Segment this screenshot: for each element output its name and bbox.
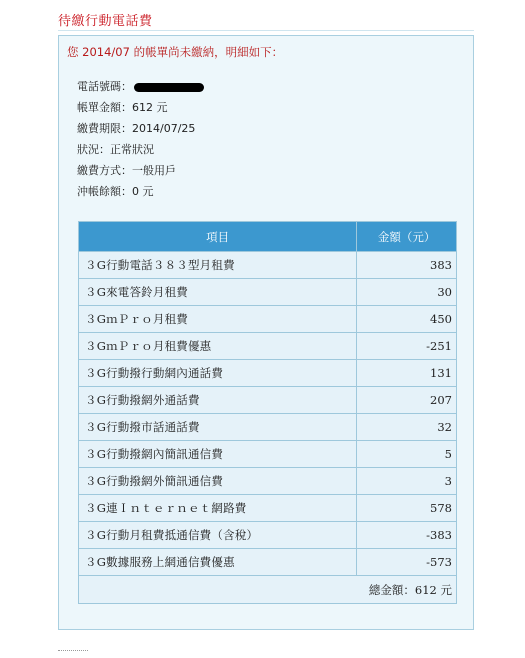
- table-row: [79, 333, 457, 360]
- total-value: 612 元: [414, 582, 452, 597]
- bill-amount-row: [77, 97, 204, 118]
- table-row: [79, 441, 457, 468]
- row-item: ３G行動撥網內簡訊通信費: [79, 441, 357, 468]
- due-date-value: 2014/07/25: [132, 122, 196, 135]
- due-date-label: 繳費期限：: [77, 122, 132, 135]
- table-row: [79, 522, 457, 549]
- row-amount: 131: [357, 360, 457, 387]
- row-item: ３G數據服務上網通信費優惠: [79, 549, 357, 576]
- unpaid-notice: [67, 44, 283, 60]
- table-row: [79, 468, 457, 495]
- row-amount: -251: [357, 333, 457, 360]
- table-row: [79, 252, 457, 279]
- notice-suffix: 的帳單尚未繳納，明細如下：: [133, 45, 284, 59]
- table-row: [79, 549, 457, 576]
- row-item: ３G行動撥行動網內通話費: [79, 360, 357, 387]
- notice-prefix: 您: [67, 45, 79, 59]
- row-item: ３G行動撥網外通話費: [79, 387, 357, 414]
- status-value: 正常狀況: [110, 143, 154, 156]
- phone-number-label: 電話號碼：: [77, 80, 132, 93]
- column-header-amount: 金額（元）: [357, 222, 457, 252]
- row-item: ３GｍＰｒｏ月租費優惠: [79, 333, 357, 360]
- column-header-item: 項目: [79, 222, 357, 252]
- phone-number-row: [77, 76, 204, 97]
- footer-divider: [58, 650, 88, 655]
- row-amount: 32: [357, 414, 457, 441]
- total-row: [79, 576, 457, 604]
- row-item: ３G行動電話３８３型月租費: [79, 252, 357, 279]
- table-row: [79, 306, 457, 333]
- row-amount: 30: [357, 279, 457, 306]
- payment-method-row: [77, 160, 204, 181]
- bill-info: [77, 76, 204, 202]
- bill-panel: [58, 35, 474, 630]
- row-amount: 450: [357, 306, 457, 333]
- payment-method-label: 繳費方式：: [77, 164, 132, 177]
- bill-amount-label: 帳單金額：: [77, 101, 132, 114]
- row-amount: -573: [357, 549, 457, 576]
- total-cell: [79, 576, 457, 604]
- credit-balance-row: [77, 181, 204, 202]
- table-row: [79, 279, 457, 306]
- total-label: 總金額：: [368, 582, 415, 597]
- row-amount: 5: [357, 441, 457, 468]
- table-row: [79, 387, 457, 414]
- payment-method-value: 一般用戶: [132, 164, 176, 177]
- due-date-row: [77, 118, 204, 139]
- redacted-phone-number: [134, 83, 204, 92]
- table-row: [79, 495, 457, 522]
- table-row: [79, 360, 457, 387]
- row-item: ３G行動撥市話通話費: [79, 414, 357, 441]
- status-label: 狀況：: [77, 143, 110, 156]
- row-amount: -383: [357, 522, 457, 549]
- table-header-row: [79, 222, 457, 252]
- row-item: ３G行動撥網外簡訊通信費: [79, 468, 357, 495]
- row-item: ３GｍＰｒｏ月租費: [79, 306, 357, 333]
- bill-amount-value: 612 元: [132, 101, 168, 114]
- table-row: [79, 414, 457, 441]
- credit-balance-label: 沖帳餘額：: [77, 185, 132, 198]
- row-amount: 207: [357, 387, 457, 414]
- status-row: [77, 139, 204, 160]
- row-item: ３G連Ｉｎｔｅｒｎｅｔ網路費: [79, 495, 357, 522]
- row-item: ３G來電答鈴月租費: [79, 279, 357, 306]
- row-amount: 578: [357, 495, 457, 522]
- row-amount: 3: [357, 468, 457, 495]
- row-amount: 383: [357, 252, 457, 279]
- title-divider: [58, 30, 474, 31]
- row-item: ３G行動月租費抵通信費（含稅）: [79, 522, 357, 549]
- notice-month: 2014/07: [82, 45, 130, 59]
- bill-details-table: [78, 221, 457, 604]
- page-title: 待繳行動電話費: [58, 14, 153, 29]
- credit-balance-value: 0 元: [132, 185, 154, 198]
